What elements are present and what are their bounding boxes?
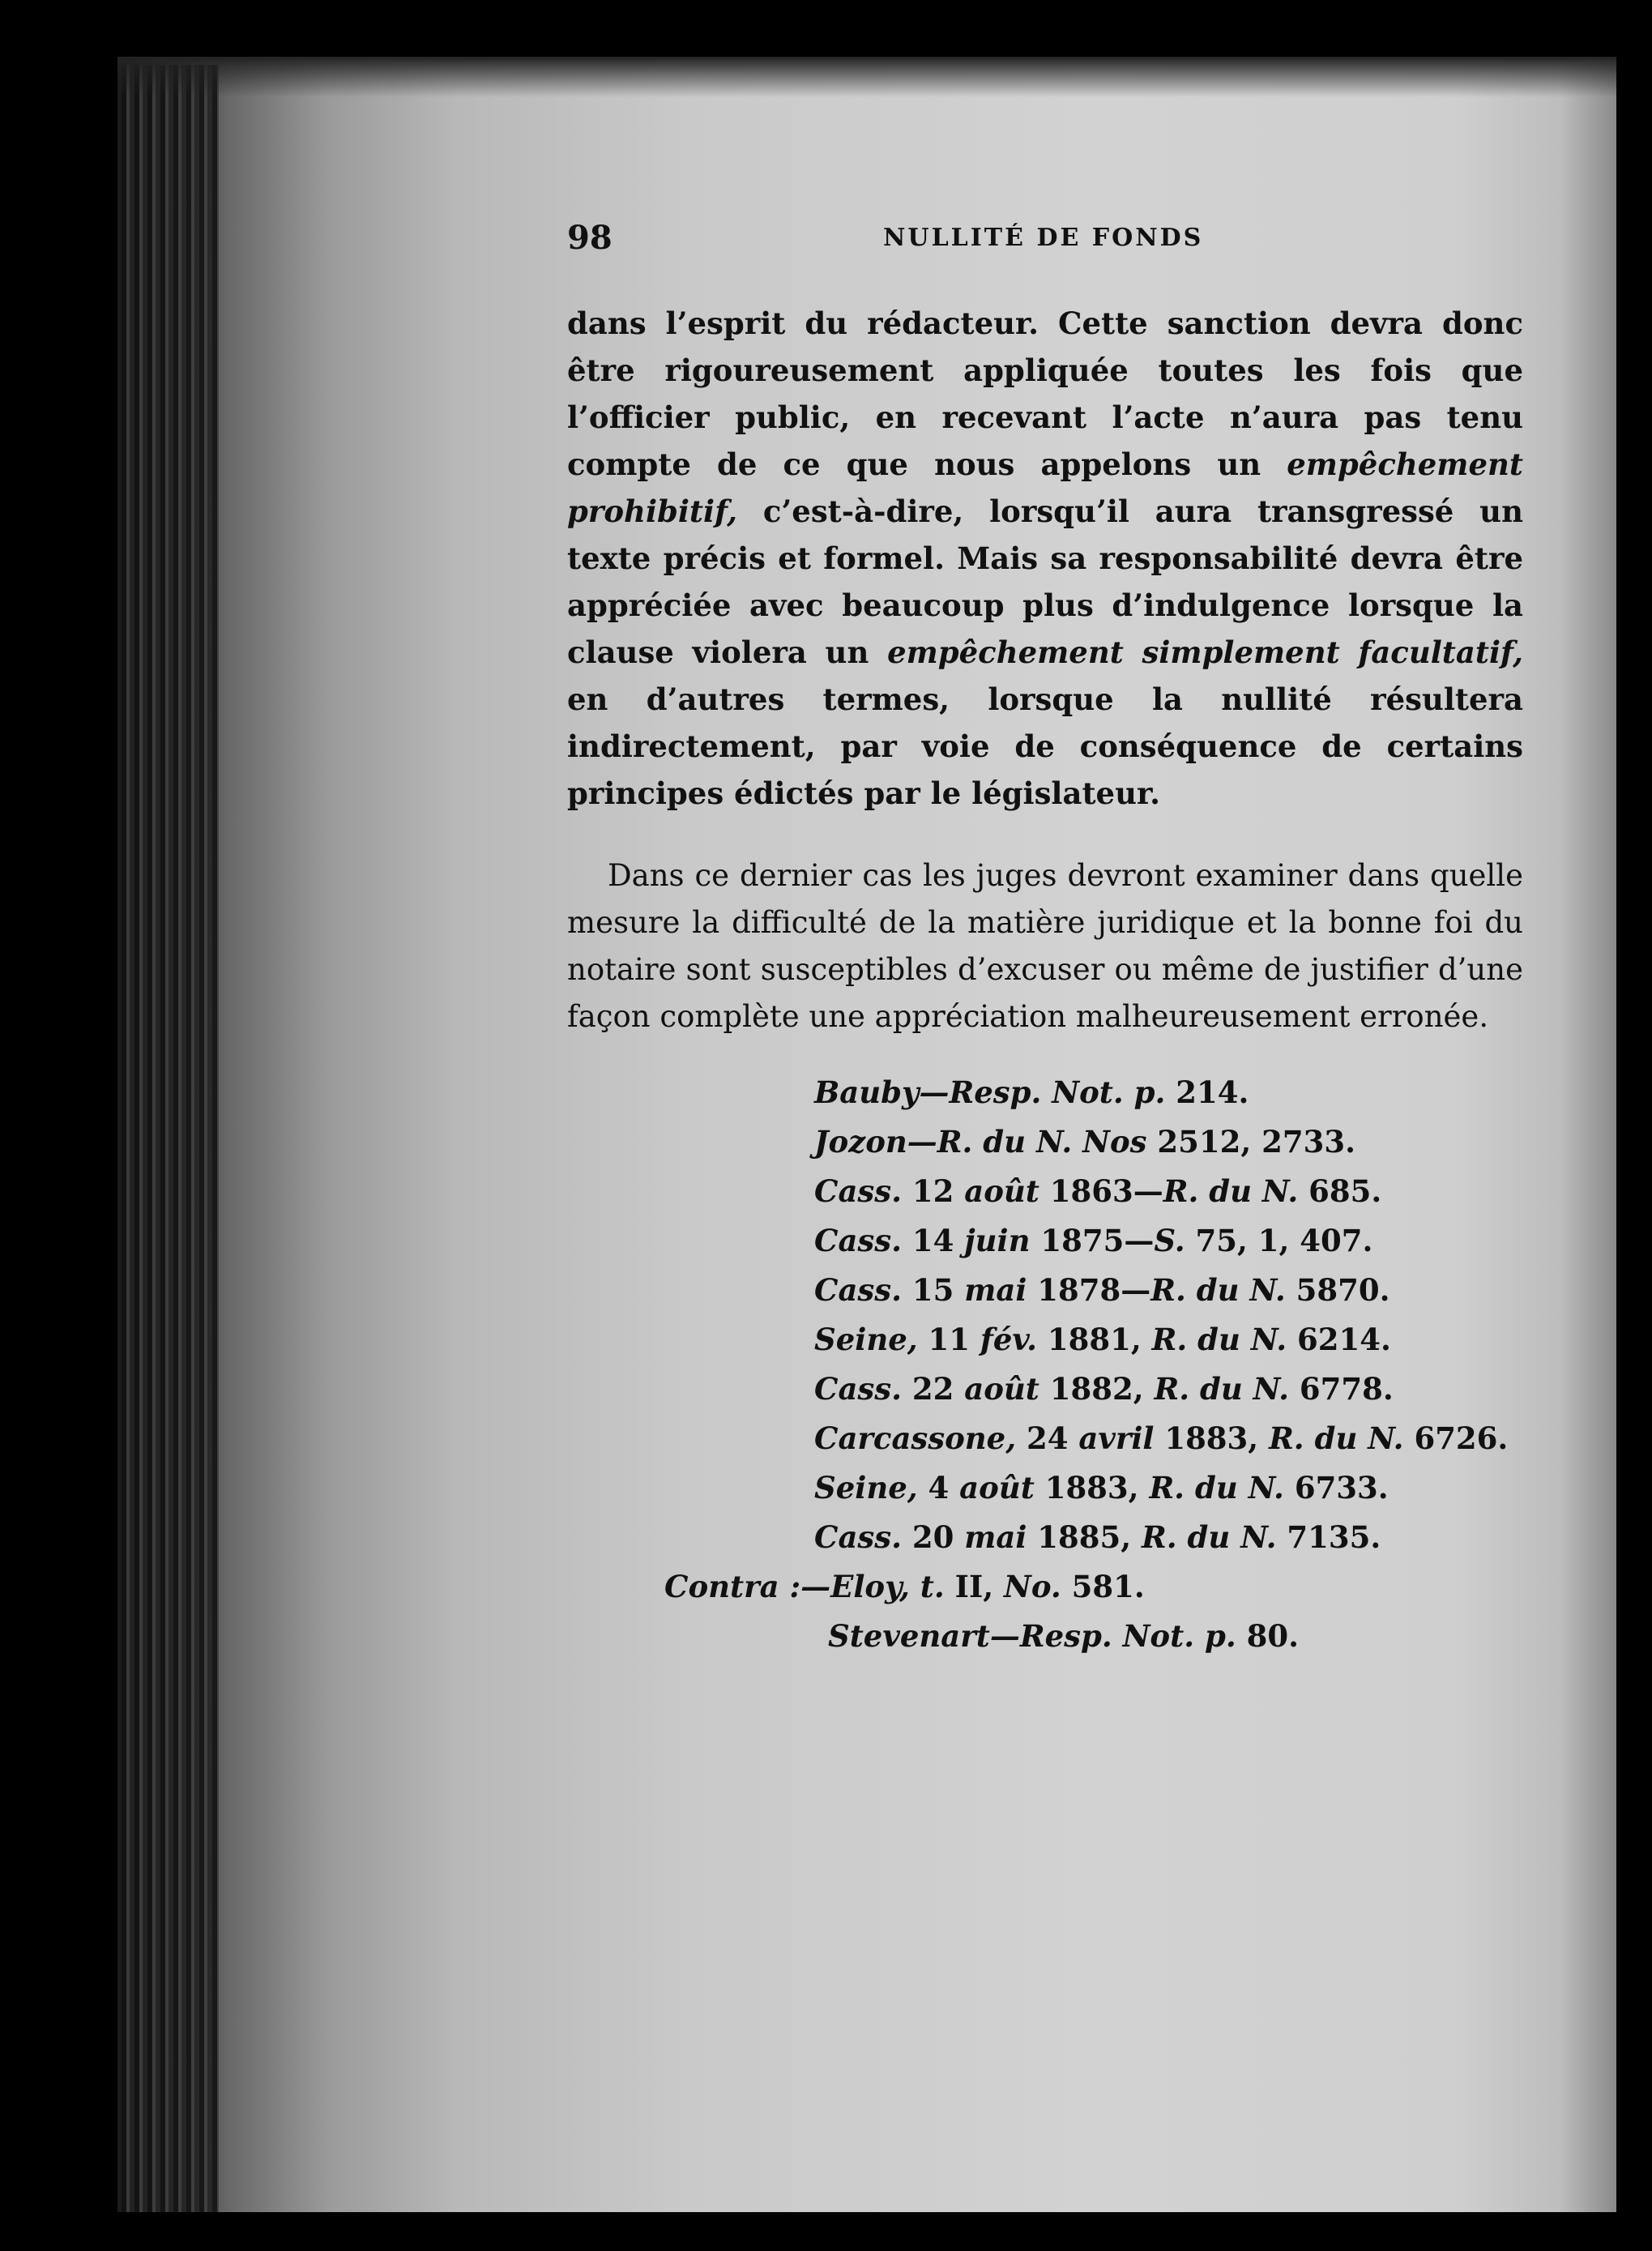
reference-item [814,1216,1523,1266]
contra-reference-2 [828,1612,1523,1661]
paragraph-1 [567,300,1523,817]
reference-month: août [964,1371,1039,1407]
contra-page-2: 80. [1236,1618,1299,1654]
paragraph-1-text-b: c’est-à-dire, lorsqu’il aura transgressé un texte précis et formel. Mais sa responsabilité devra être appréciée avec beaucoup plus d’indulgence lorsque la clause violera un [567,493,1523,670]
reference-year: 1883, [1154,1420,1270,1456]
contra-label: Contra : [664,1569,801,1604]
book-page-edges [122,65,219,2212]
reference-item [814,1266,1523,1315]
reference-item [814,1513,1523,1562]
reference-number: 75, 1, 407. [1185,1223,1373,1258]
reference-page: 2512, 2733. [1146,1124,1355,1160]
reference-day: 11 [917,1322,980,1357]
reference-journal: R. du N. [1269,1420,1404,1456]
reference-number: 6214. [1287,1322,1391,1357]
reference-month: fév. [980,1322,1038,1357]
reference-day: 12 [901,1173,965,1209]
reference-court: Cass. [814,1371,902,1407]
contra-source: —Eloy, t. [800,1569,945,1604]
reference-month: août [964,1173,1039,1209]
running-title: NULLITÉ DE FONDS [883,224,1204,252]
page-content [567,219,1523,1661]
reference-year: 1875— [1030,1223,1155,1258]
contra-number: 581. [1061,1569,1145,1604]
reference-journal: R. du N. [1163,1173,1299,1209]
reference-journal: R. du N. [1154,1371,1290,1407]
reference-item [814,1167,1523,1216]
reference-court: Seine, [814,1322,918,1357]
reference-day: 15 [901,1272,965,1308]
contra-source-2: Stevenart—Resp. Not. p. [828,1618,1236,1654]
reference-court: Carcassone, [814,1420,1017,1456]
reference-day: 24 [1016,1420,1079,1456]
reference-year: 1881, [1037,1322,1152,1357]
reference-item [814,1463,1523,1513]
reference-month: juin [964,1223,1031,1258]
reference-journal: R. du N. [1149,1470,1284,1506]
reference-day: 14 [901,1223,965,1258]
reference-item [814,1365,1523,1414]
reference-source: Bauby—Resp. Not. p. [814,1074,1166,1110]
page-number: 98 [567,219,613,257]
reference-month: avril [1078,1420,1155,1456]
scan-top-shadow [117,57,1616,97]
reference-court: Cass. [814,1223,902,1258]
reference-number: 5870. [1285,1272,1390,1308]
reference-journal: R. du N. [1151,1322,1287,1357]
reference-year: 1885, [1027,1519,1142,1555]
reference-year: 1863— [1039,1173,1163,1209]
reference-page: 214. [1165,1074,1249,1110]
reference-journal: S. [1154,1223,1185,1258]
paragraph-1-emphasis-2: empêchement simplement facultatif, [887,634,1523,670]
reference-source: Jozon—R. du N. Nos [814,1124,1147,1160]
contra-volume: II, [944,1569,1005,1604]
reference-month: mai [964,1519,1027,1555]
paragraph-1-emphasis-1: empêchement prohibitif, [567,446,1523,529]
reference-day: 22 [901,1371,965,1407]
reference-year: 1882, [1039,1371,1155,1407]
reference-year: 1883, [1034,1470,1150,1506]
paragraph-1-text-c: en d’autres termes, lorsque la nullité résultera indirectement, par voie de conséquence de certains principes édictés par le législateur. [567,681,1523,811]
reference-item [814,1315,1523,1365]
reference-month: août [959,1470,1035,1506]
reference-court: Seine, [814,1470,918,1506]
reference-list [567,1068,1523,1562]
reference-day: 20 [901,1519,965,1555]
reference-number: 6778. [1289,1371,1394,1407]
reference-month: mai [964,1272,1027,1308]
reference-number: 7135. [1276,1519,1381,1555]
reference-number: 6726. [1403,1420,1509,1456]
reference-court: Cass. [814,1173,902,1209]
reference-number: 6733. [1283,1470,1389,1506]
reference-day: 4 [917,1470,960,1506]
paragraph-2: Dans ce dernier cas les juges devront examiner dans quelle mesure la difficulté de la matière juridique et la bonne foi du notaire sont susceptibles d’excuser ou même de justifier d’une façon complète une appréciation malheureusement erronée. [567,858,1523,1034]
reference-journal: R. du N. [1142,1519,1277,1555]
reference-year: 1878— [1027,1272,1151,1308]
contra-reference [664,1562,1523,1612]
contra-no-label: No. [1004,1569,1061,1604]
reference-item [814,1117,1523,1167]
reference-item [814,1414,1523,1463]
reference-number: 685. [1298,1173,1382,1209]
reference-court: Cass. [814,1519,902,1555]
reference-court: Cass. [814,1272,902,1308]
page-header [567,219,1523,267]
paragraph-1-text-a: dans l’esprit du rédacteur. Cette sanction devra donc être rigoureusement appliquée toutes les fois que l’officier public, en recevant l’acte n’aura pas tenu compte de ce que nous appelons un [567,305,1523,482]
reference-journal: R. du N. [1150,1272,1286,1308]
reference-item [814,1068,1523,1117]
